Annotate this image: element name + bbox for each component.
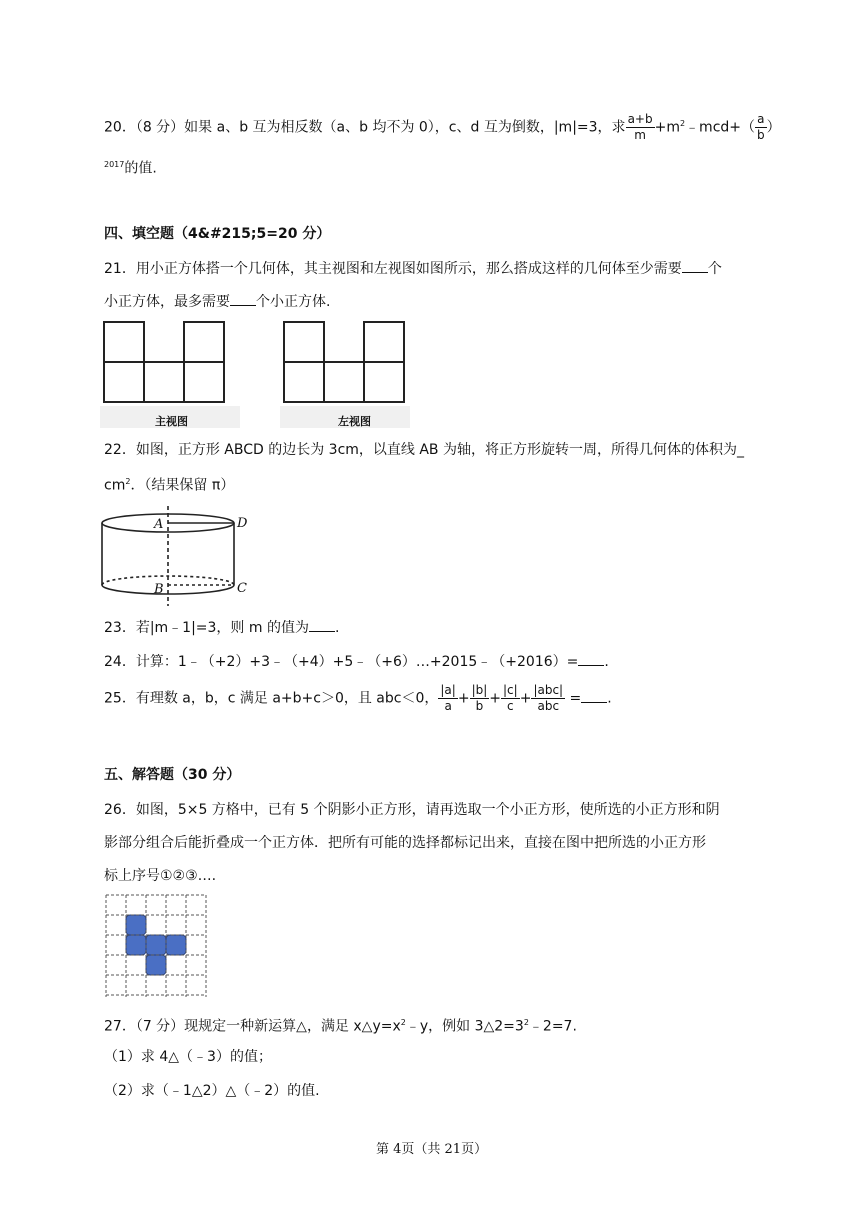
q25-equals: = (569, 690, 582, 707)
q22-line1: 22．如图，正方形 ABCD 的边长为 3cm，以直线 AB 为轴，将正方形旋转一周，所得几何体的体积为_ (104, 442, 744, 458)
q25-frac-abc (531, 683, 565, 714)
q27-text1a: 27．（7 分）现规定一种新运算△，满足 x△y=x (104, 1018, 401, 1035)
q21-text2b: 个小正方体. (256, 294, 331, 310)
q20-plus-m: +m (654, 119, 680, 136)
q25-plus-3: + (519, 690, 532, 707)
q22-line2 (104, 472, 234, 496)
q22-unit-exp: 2 (125, 477, 131, 486)
cylinder-figure (98, 506, 258, 608)
left-view-label: 左视图 (338, 415, 371, 428)
q21-line2 (104, 292, 330, 312)
point-d-label: D (237, 516, 248, 531)
q23-line (104, 618, 339, 638)
q21-text1-end: 个 (707, 261, 722, 277)
q25-frac-c-den: c (507, 699, 514, 713)
q24-blank[interactable] (578, 653, 604, 666)
q23-text: 23．若|m﹣1|=3，则 m 的值为 (104, 620, 309, 636)
q27-exp2: 2 (523, 1018, 529, 1027)
q20-close: ） (766, 119, 781, 136)
q25-end: . (607, 690, 612, 707)
q27-text1c: ﹣2=7. (528, 1018, 577, 1035)
grid-5x5-figure (104, 894, 214, 1002)
q25-frac-abc-num: |abc| (533, 683, 564, 697)
q20-mid: ﹣mcd+（ (685, 119, 756, 136)
q25-frac-c (501, 683, 520, 714)
point-c-label: C (237, 581, 247, 596)
q25-blank[interactable] (581, 690, 607, 703)
q20-frac1-num: a+b (627, 112, 653, 126)
q20-line2 (104, 155, 157, 179)
q26-line2: 影部分组合后能折叠成一个正方体．把所有可能的选择都标记出来，直接在图中把所选的小正方形 (104, 835, 706, 851)
q27-line1 (104, 1013, 577, 1037)
q24-end: . (604, 654, 609, 670)
q25-plus-2: + (489, 690, 502, 707)
section-5-title: 五、解答题（30 分） (104, 767, 241, 783)
q20-frac1-den: m (634, 128, 646, 142)
q27-part1: （1）求 4△（﹣3）的值； (104, 1049, 272, 1065)
q25-frac-c-num: |c| (503, 683, 518, 697)
q27-exp1: 2 (400, 1018, 406, 1027)
q21-blank-1[interactable] (682, 260, 708, 273)
q20-prefix: 20．（8 分）如果 a、b 互为相反数（a、b 均不为 0），c、d 互为倒数，|m|=3，求 (104, 119, 626, 136)
q25-frac-b-num: |b| (471, 683, 488, 697)
q24-line (104, 652, 609, 672)
q25-frac-b (470, 683, 490, 714)
q25-frac-abc-den: abc (537, 699, 560, 713)
q21-text1: 21．用小正方体搭一个几何体，其主视图和左视图如图所示，那么搭成这样的几何体至少需要 (104, 261, 682, 277)
section-4-title: 四、填空题（4&#215;5=20 分） (104, 226, 331, 242)
q25-line (104, 683, 612, 714)
front-view-label: 主视图 (155, 415, 188, 428)
q26-line3: 标上序号①②③…. (104, 868, 217, 884)
left-view-drawing (284, 322, 404, 402)
q25-frac-a-den: a (444, 699, 452, 713)
q25-frac-a (438, 683, 457, 714)
q22-text2: ．（结果保留 π） (130, 477, 235, 494)
q21-blank-2[interactable] (230, 293, 256, 306)
q20-fraction-1 (626, 112, 655, 143)
q26-line1: 26．如图，5×5 方格中，已有 5 个阴影小正方形，请再选取一个小正方形，使所选的小正方形和阴 (104, 802, 720, 818)
q20-frac2-den: b (757, 128, 765, 142)
q24-text: 24．计算：1﹣（+2）+3﹣（+4）+5﹣（+6）…+2015﹣（+2016）= (104, 654, 579, 670)
q25-plus-1: + (457, 690, 470, 707)
q27-text1b: ﹣y，例如 3△2=3 (405, 1018, 524, 1035)
point-a-label: A (154, 517, 164, 532)
page-footer: 第 4页（共 21页） (376, 1142, 488, 1157)
point-b-label: B (154, 582, 164, 597)
q20-line1 (104, 112, 781, 143)
q20-fraction-2 (755, 112, 767, 143)
q25-text: 25．有理数 a，b，c 满足 a+b+c＞0，且 abc＜0， (104, 690, 439, 707)
q20-exp2: 2 (679, 118, 686, 128)
q25-frac-b-den: b (475, 699, 484, 713)
q21-views-figure (100, 316, 430, 434)
front-view-drawing (104, 322, 224, 402)
shaded-squares (126, 915, 186, 975)
q23-blank[interactable] (309, 619, 335, 632)
q20-frac2-num: a (755, 112, 767, 128)
q20-suffix: 的值. (124, 160, 157, 177)
q27-part2: （2）求（﹣1△2）△（﹣2）的值. (104, 1083, 320, 1099)
q25-frac-a-num: |a| (440, 683, 456, 697)
q22-unit: cm (104, 477, 126, 494)
q21-text2a: 小正方体，最多需要 (104, 294, 230, 310)
q21-line1 (104, 259, 722, 279)
q23-end: . (334, 620, 340, 636)
q20-exp2017: 2017 (104, 160, 125, 169)
